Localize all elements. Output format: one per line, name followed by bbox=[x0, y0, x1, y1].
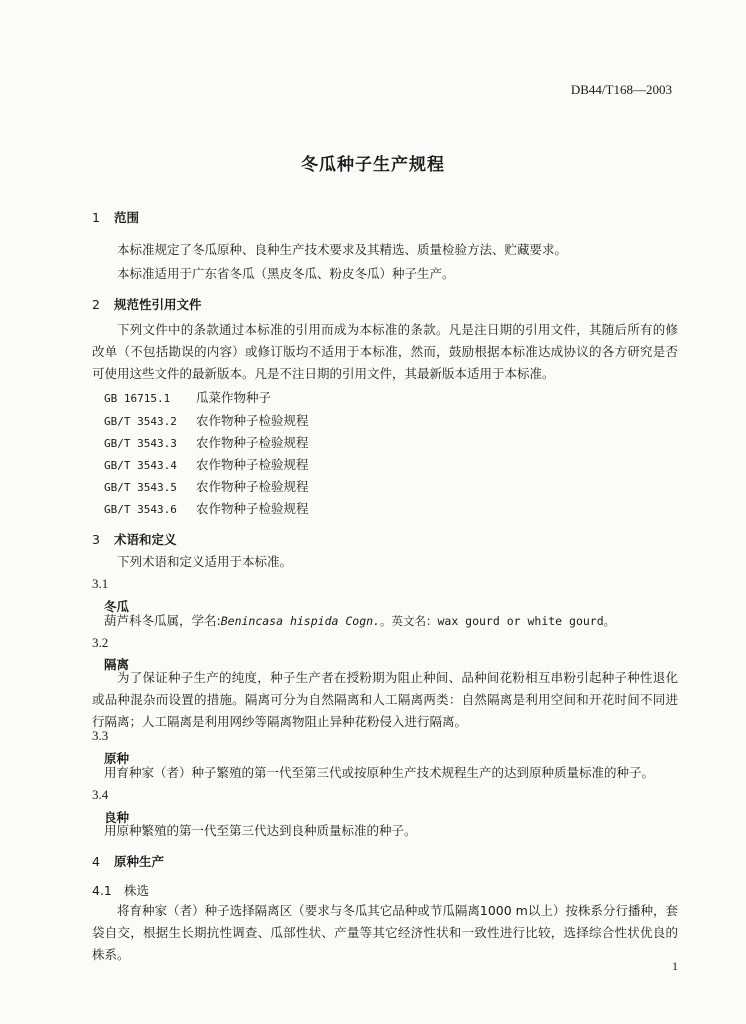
term-3-2-number: 3.2 bbox=[92, 635, 109, 650]
ref-item: GB/T 3543.2 农作物种子检验规程 bbox=[104, 413, 309, 428]
section-3-para-1: 下列术语和定义适用于本标准。 bbox=[117, 554, 293, 569]
ref-item: GB/T 3543.4 农作物种子检验规程 bbox=[104, 457, 309, 472]
term-3-1-definition: 葫芦科冬瓜属，学名:Benincasa hispida Cogn.。英文名：wax gourd or white gourd。 bbox=[104, 613, 616, 628]
section-2-heading: 2 规范性引用文件 bbox=[92, 297, 202, 312]
term-3-4-definition: 用原种繁殖的第一代至第三代达到良种质量标准的种子。 bbox=[104, 823, 417, 838]
term-3-2-definition: 为了保证种子生产的纯度，种子生产者在授粉期为阻止种间、品种间花粉相互串粉引起种子种性退化或品种混杂而设置的措施。隔离可分为自然隔离和人工隔离两类：自然隔离是利用空间和开花时间不同进行隔离；人工隔离是利用网纱等隔离物阻止异种花粉侵入进行隔离。 bbox=[92, 670, 678, 729]
ref-item: GB/T 3543.5 农作物种子检验规程 bbox=[104, 479, 309, 494]
section-4-1-heading: 4.1 株选 bbox=[92, 883, 150, 898]
term-3-4-number: 3.4 bbox=[92, 787, 109, 802]
term-3-1-number: 3.1 bbox=[92, 576, 109, 591]
document-code: DB44/T168—2003 bbox=[570, 82, 672, 97]
document-title: 冬瓜种子生产规程 bbox=[301, 155, 445, 175]
ref-item: GB/T 3543.6 农作物种子检验规程 bbox=[104, 501, 309, 516]
term-3-2-name: 隔离 bbox=[104, 657, 130, 672]
ref-item: GB 16715.1 瓜菜作物种子 bbox=[104, 390, 272, 405]
section-3-heading: 3 术语和定义 bbox=[92, 532, 177, 547]
term-3-3-definition: 用育种家（者）种子繁殖的第一代至第三代或按原种生产技术规程生产的达到原种质量标准的种子。 bbox=[104, 765, 655, 780]
term-3-3-number: 3.3 bbox=[92, 728, 109, 743]
term-3-3-name: 原种 bbox=[104, 751, 130, 766]
section-1-para-1: 本标准规定了冬瓜原种、良种生产技术要求及其精选、质量检验方法、贮藏要求。 bbox=[117, 242, 568, 257]
section-4-heading: 4 原种生产 bbox=[92, 854, 165, 869]
ref-item: GB/T 3543.3 农作物种子检验规程 bbox=[104, 435, 309, 450]
section-4-1-para-1: 将育种家（者）种子选择隔离区（要求与冬瓜其它品种或节瓜隔离1000 m以上）按株系分行播种，套袋自交，根据生长期抗性调查、瓜部性状、产量等其它经济性状和一致性进行比较，选择综合性状优良的株系。 bbox=[92, 903, 678, 962]
section-2-para-1: 下列文件中的条款通过本标准的引用而成为本标准的条款。凡是注日期的引用文件，其随后所有的修改单（不包括勘误的内容）或修订版均不适用于本标准，然而，鼓励根据本标准达成协议的各方研究是否可使用这些文件的最新版本。凡是不注日期的引用文件，其最新版本适用于本标准。 bbox=[92, 322, 678, 381]
term-3-4-name: 良种 bbox=[104, 810, 130, 825]
page-number: 1 bbox=[672, 959, 678, 973]
term-3-1-name: 冬瓜 bbox=[104, 599, 130, 614]
section-1-heading: 1 范围 bbox=[92, 210, 140, 225]
section-1-para-2: 本标准适用于广东省冬瓜（黑皮冬瓜、粉皮冬瓜）种子生产。 bbox=[117, 266, 455, 281]
